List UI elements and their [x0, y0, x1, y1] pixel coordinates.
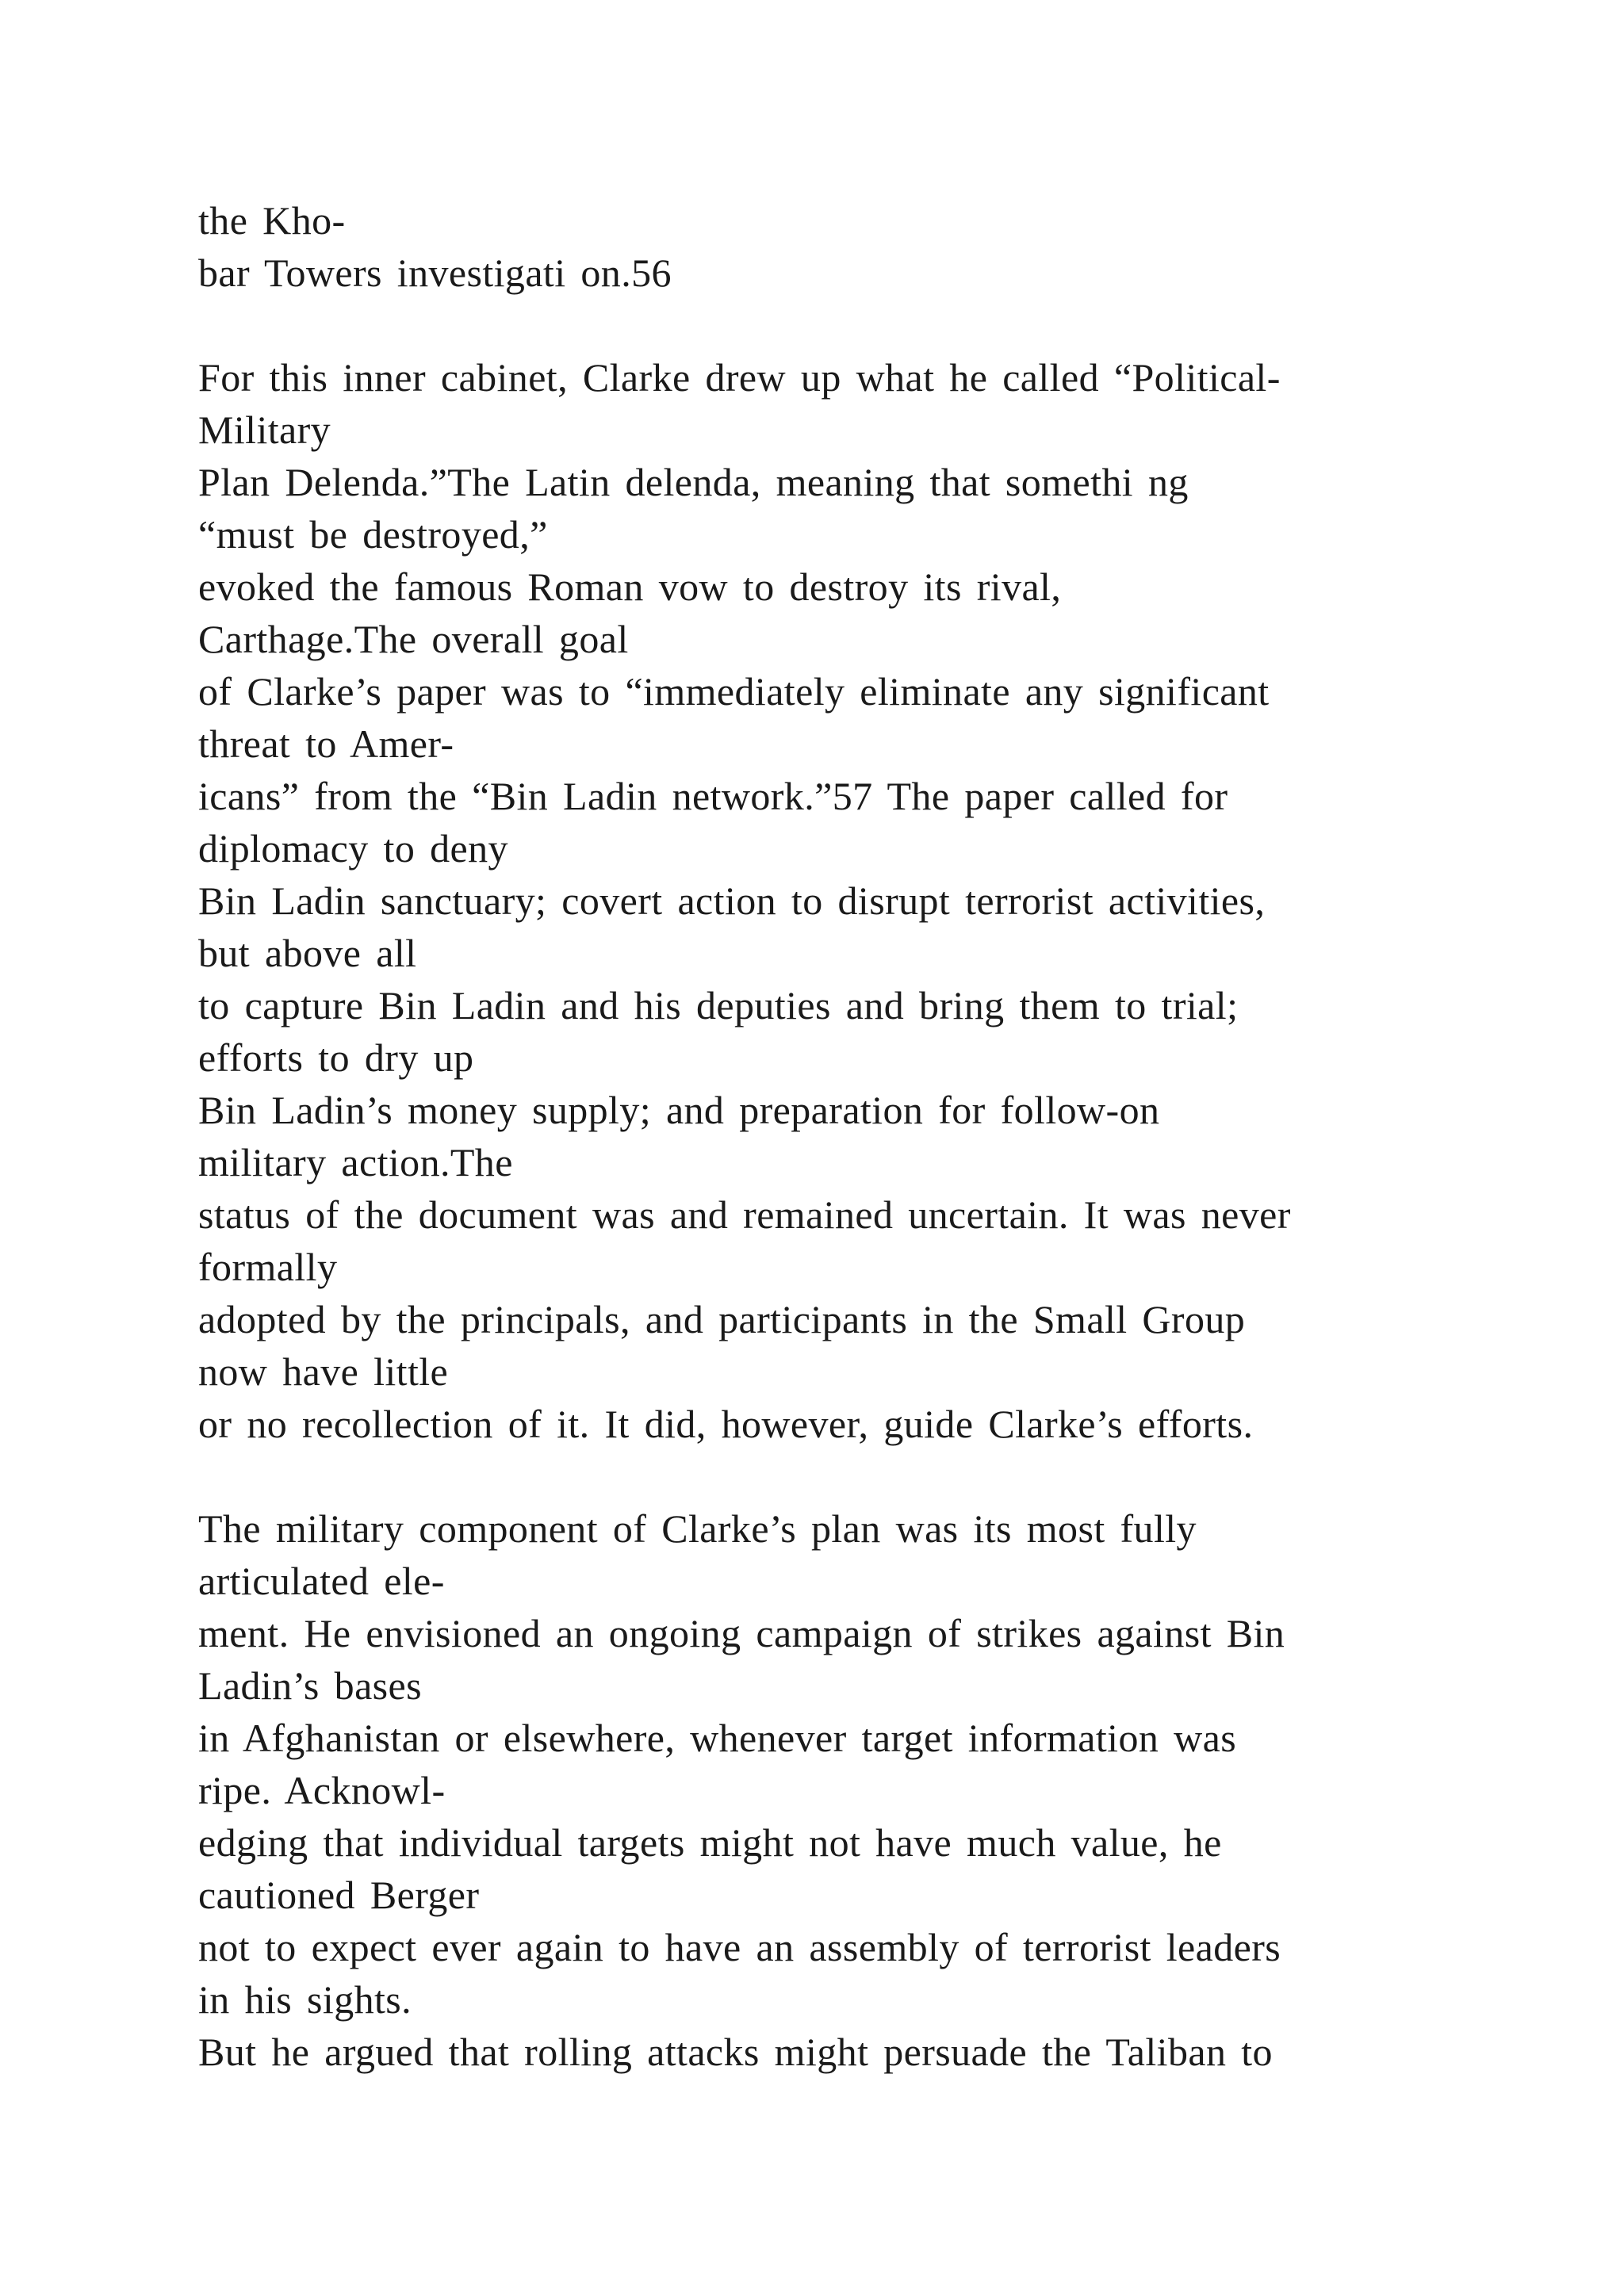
text-line: Bin Ladin sanctuary; covert action to disrupt terrorist activities,	[198, 878, 1266, 923]
paragraph-2	[198, 351, 1530, 1450]
text-line: diplomacy to deny	[198, 826, 508, 871]
text-line: evoked the famous Roman vow to destroy its rival,	[198, 564, 1062, 609]
text-line: Bin Ladin’s money supply; and preparation for follow-on	[198, 1088, 1160, 1132]
text-line: icans” from the “Bin Ladin network.”57 The paper called for	[198, 774, 1228, 818]
text-line: or no recollection of it. It did, however, guide Clarke’s efforts.	[198, 1402, 1254, 1446]
text-line: adopted by the principals, and participants in the Small Group	[198, 1297, 1246, 1341]
text-line: threat to Amer-	[198, 721, 454, 766]
text-line: Plan Delenda.”The Latin delenda, meaning that somethi ng	[198, 460, 1189, 504]
text-line: cautioned Berger	[198, 1873, 480, 1917]
text-line: For this inner cabinet, Clarke drew up what he called “Political-	[198, 355, 1281, 400]
text-line: not to expect ever again to have an assembly of terrorist leaders	[198, 1925, 1281, 1969]
text-line: in Afghanistan or elsewhere, whenever target information was	[198, 1716, 1237, 1760]
text-line: status of the document was and remained uncertain. It was never	[198, 1192, 1291, 1237]
document-body	[198, 194, 1530, 2078]
text-line: ripe. Acknowl-	[198, 1768, 446, 1812]
text-line: but above all	[198, 931, 417, 975]
paragraph-1	[198, 194, 1530, 299]
text-line: But he argued that rolling attacks might persuade the Taliban to	[198, 2030, 1273, 2074]
paragraph-3	[198, 1502, 1530, 2078]
text-line: formally	[198, 1245, 338, 1289]
text-line: now have little	[198, 1349, 449, 1394]
text-line: military action.The	[198, 1140, 513, 1184]
text-line: in his sights.	[198, 1977, 412, 2022]
text-line: efforts to dry up	[198, 1035, 474, 1080]
text-line: articulated ele-	[198, 1559, 445, 1603]
text-line: of Clarke’s paper was to “immediately eliminate any significant	[198, 669, 1270, 714]
paragraph-break	[198, 299, 1530, 351]
text-line: the Kho-	[198, 198, 346, 243]
text-line: Military	[198, 408, 331, 452]
text-line: Carthage.The overall goal	[198, 617, 629, 661]
text-line: Ladin’s bases	[198, 1663, 422, 1708]
text-line: to capture Bin Ladin and his deputies and bring them to trial;	[198, 983, 1239, 1027]
text-line: bar Towers investigati on.56	[198, 251, 672, 295]
text-line: “must be destroyed,”	[198, 512, 548, 557]
text-line: ment. He envisioned an ongoing campaign of strikes against Bin	[198, 1611, 1285, 1655]
paragraph-break	[198, 1450, 1530, 1502]
text-line: The military component of Clarke’s plan was its most fully	[198, 1506, 1197, 1551]
text-line: edging that individual targets might not have much value, he	[198, 1820, 1222, 1865]
